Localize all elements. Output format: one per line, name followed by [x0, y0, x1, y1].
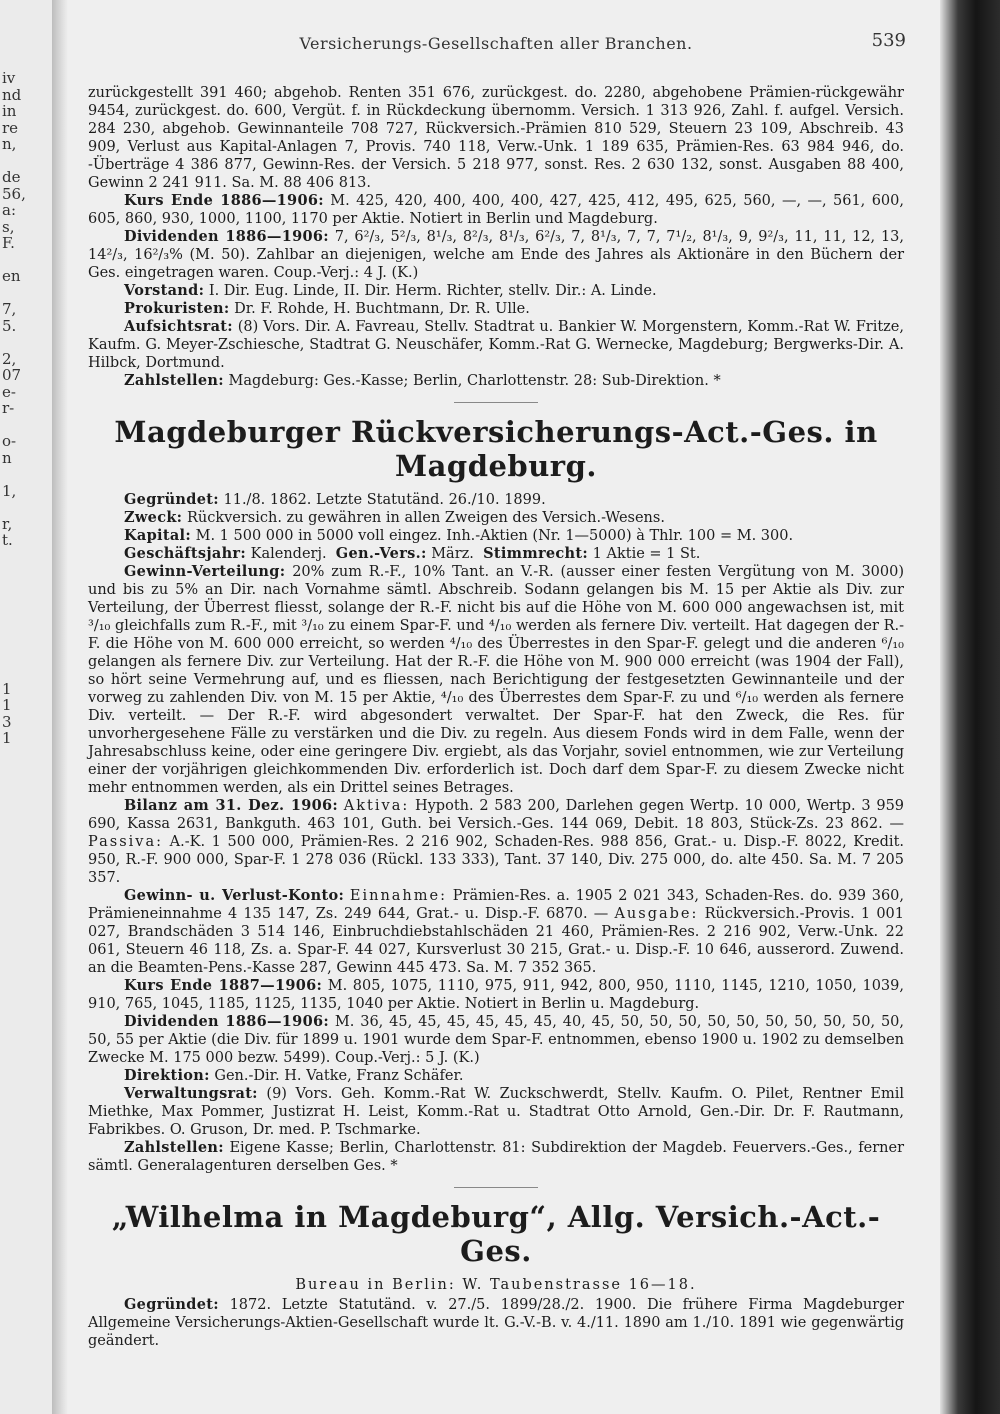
margin-fragment: [2, 664, 46, 681]
aktiva-text: Hypoth. 2 583 200, Darlehen gegen Wertp. 10 000, Wertp. 3 959 690, Kassa 2631, Bankguth. 463 101, Guth. bei Versich.-Ges. 144 069, Debit. 18 803, Stück-Zs. 23 862. —: [88, 798, 905, 832]
zahlstellen-text-magdeburger: Eigene Kasse; Berlin, Charlottenstr. 81: Subdirektion der Magdeb. Feuervers.-Ges., ferner sämtl. Generalagenturen derselben Ges. *: [88, 1140, 904, 1174]
margin-fragment: [2, 565, 46, 582]
dividend-text-magdeburger: M. 36, 45, 45, 45, 45, 45, 45, 40, 45, 50, 50, 50, 50, 50, 50, 50, 50, 50, 50, 50, 55 per Aktie (die Div. für 1899 u. 1901 wurde dem Spar-F. entnommen, ebenso 1900 u. 1902 zu demselben Zwecke M. 175 000 bezw. 5499). Coup.-Verj.: 5 J. (K.): [88, 1014, 905, 1066]
zahlstellen-paragraph-magdeburger: [88, 1139, 904, 1175]
right-book-edge: [940, 0, 1000, 1414]
section-divider: [454, 402, 538, 403]
geschaeftsjahr-label: Geschäftsjahr:: [124, 545, 247, 562]
direktion-label: Direktion:: [124, 1067, 210, 1084]
margin-fragment: r,: [2, 515, 13, 532]
margin-fragment: 3: [2, 713, 12, 730]
gewinnverteilung-text: 20% zum R.-F., 10% Tant. an V.-R. (ausser einer festen Vergütung von M. 3000) und bis zu 5% an Dir. nach Vornahme sämtl. Abschreib. Sodann gelangen bis M. 15 per Aktie als Div. zur Verteilung, der Überrest fliesst, solange der R.-F. nicht bis auf die Höhe von M. 600 000 angewachsen ist, mit ³/₁₀ gleichfalls zum R.-F., mit ³/₁₀ zu einem Spar-F. und ⁴/₁₀ werden als fernere Div. verteilt. Hat dagegen der R.-F. die Höhe von M. 600 000 erreicht, so werden ⁴/₁₀ des Überrestes in den Spar-F. gelegt und die anderen ⁶/₁₀ gelangen als fernere Div. zur Verteilung. Hat der R.-F. die Höhe von M. 900 000 erreicht (was 1904 der Fall), so hört seine Vermehrung auf, und es fliessen, nach Berichtigung der festgesetzten Gewinnanteile und der vorweg zu zahlenden Div. von M. 15 per Aktie, ⁴/₁₀ des Überrestes dem Spar-F. zu und ⁶/₁₀ werden als fernere Div. verteilt. — Der R.-F. wird abgesondert verwaltet. Der Spar-F. hat den Zweck, die Res. für unvorhergesehene Fälle zu verstärken und die Div. zu regeln. Aus diesem Fonds wird in dem Falle, wenn der Jahresabschluss keine, oder eine geringere Div. ergiebt, als das Vorjahr, soviel entnommen, wie zur Verteilung einer der vorjährigen gleichkommenden Div. erforderlich ist. Doch darf dem Spar-F. zu diesem Zwecke nicht mehr entnommen werden, als ein Drittel seines Betrages.: [88, 564, 905, 796]
margin-fragment: n: [2, 449, 12, 466]
gegruendet-label: Gegründet:: [124, 491, 219, 508]
einnahme-text: Prämien-Res. a. 1905 2 021 343, Schaden-Res. do. 939 360, Prämieneinnahme 4 135 147, Zs. 249 644, Grat.- u. Disp.-F. 6870. —: [88, 888, 905, 922]
einnahme-label: Einnahme:: [349, 888, 447, 904]
margin-fragment: iv: [2, 70, 16, 87]
dividend-paragraph-magdeburger: [88, 1013, 904, 1067]
gegruendet-label-wilhelma: Gegründet:: [124, 1296, 219, 1313]
zweck-paragraph: [88, 509, 904, 527]
aufsichtsrat-paragraph: [88, 318, 904, 372]
previous-page-margin-fragments: [2, 70, 46, 747]
kurs-text: M. 425, 420, 400, 400, 400, 427, 425, 412, 495, 625, 560, —, —, 561, 600, 605, 860, 930, 1000, 1100, 1170 per Aktie. Notiert in Berlin und Magdeburg.: [88, 193, 904, 227]
gutter-shadow: [52, 0, 68, 1414]
zweck-label: Zweck:: [124, 509, 183, 526]
gegruendet-text-wilhelma: 1872. Letzte Statutänd. v. 27./5. 1899/28./2. 1900. Die frühere Firma Magdeburger Allgemeine Versicherungs-Aktien-Gesellschaft wurde lt. G.-V.-B. v. 4./11. 1890 am 1./10. 1891 wie gegenwärtig geändert.: [88, 1297, 904, 1349]
genvers-text: März.: [431, 546, 474, 562]
gegruendet-paragraph: [88, 491, 904, 509]
margin-fragment: [2, 631, 46, 648]
dividend-label-magdeburger: Dividenden 1886—1906:: [124, 1013, 330, 1030]
dividend-paragraph: [88, 228, 904, 282]
margin-fragment: [2, 499, 46, 516]
margin-fragment: [2, 334, 46, 351]
prokuristen-paragraph: [88, 300, 904, 318]
zweck-text: Rückversich. zu gewähren in allen Zweigen des Versich.-Wesens.: [186, 510, 665, 526]
kapital-text: M. 1 500 000 in 5000 voll eingez. Inh.-Aktien (Nr. 1—5000) à Thlr. 100 = M. 300.: [195, 528, 794, 544]
gegruendet-text: 11./8. 1862. Letzte Statutänd. 26./10. 1899.: [223, 492, 546, 508]
gegruendet-paragraph-wilhelma: [88, 1296, 904, 1350]
geschaeftsjahr-paragraph: [88, 545, 904, 563]
margin-fragment: 1,: [2, 482, 17, 499]
margin-fragment: 07: [2, 367, 22, 384]
zahlstellen-label-magdeburger: Zahlstellen:: [124, 1139, 224, 1156]
page-content: [88, 84, 904, 1350]
bilanz-label: Bilanz am 31. Dez. 1906:: [124, 797, 339, 814]
prokuristen-text: Dr. F. Rohde, H. Buchtmann, Dr. R. Ulle.: [234, 301, 530, 317]
margin-fragment: 5.: [2, 317, 17, 334]
bilanz-paragraph: [88, 797, 904, 887]
prokuristen-label: Prokuristen:: [124, 300, 230, 317]
gewinnverteilung-label: Gewinn-Verteilung:: [124, 563, 286, 580]
aufsichtsrat-label: Aufsichtsrat:: [124, 318, 233, 335]
margin-fragment: s,: [2, 218, 15, 235]
margin-fragment: 1: [2, 680, 12, 697]
margin-fragment: t.: [2, 532, 13, 549]
page-number: 539: [871, 30, 906, 51]
verwaltungsrat-paragraph: [88, 1085, 904, 1139]
zahlstellen-text: Magdeburg: Ges.-Kasse; Berlin, Charlottenstr. 28: Sub-Direktion. *: [228, 373, 721, 389]
margin-fragment: F.: [2, 235, 15, 252]
dividend-text: 7, 6²/₃, 5²/₃, 8¹/₃, 8²/₃, 8¹/₃, 6²/₃, 7, 8¹/₃, 7, 7, 7¹/₂, 8¹/₃, 9, 9²/₃, 11, 11, 12, 13, 14²/₃, 16²/₃% (M. 50). Zahlbar an diejenigen, welche am Ende des Jahres als Aktionäre in den Büchern der Ges. eingetragen waren. Coup.-Verj.: 4 J. (K.): [88, 229, 905, 281]
zahlstellen-paragraph: [88, 372, 904, 390]
margin-fragment: [2, 648, 46, 665]
guv-paragraph: [88, 887, 904, 977]
margin-fragment: [2, 285, 46, 302]
ausgabe-text: Rückversich.-Provis. 1 001 027, Brandschäden 3 514 146, Einbruchdiebstahlschäden 21 460, Prämien-Res. 2 216 902, Verw.-Unk. 22 061, Steuern 46 118, Zs. a. Spar-F. 44 027, Kursverlust 30 215, Grat.- u. Disp.-F. 10 646, ausserord. Zuwend. an die Beamten-Pens.-Kasse 287, Gewinn 445 473. Sa. M. 7 352 365.: [88, 906, 905, 976]
continued-entry-text: zurückgestellt 391 460; abgehob. Renten 351 676, zurückgest. do. 2280, abgehobene Prämien-rückgewähr 9454, zurückgest. do. 600, Vergüt. f. in Rückdeckung übernomm. Versich. 1 313 926, Zahl. f. aufgel. Versich. 284 230, abgehob. Gewinnanteile 708 727, Rückversich.-Prämien 810 529, Steuern 23 109, Abschreib. 43 909, Verlust aus Kapital-Anlagen 7, Provis. 740 118, Verw.-Unk. 1 189 635, Prämien-Res. 63 984 946, do. -Überträge 4 386 877, Gewinn-Res. der Versich. 5 218 977, sonst. Res. 2 630 132, sonst. Ausgaben 88 400, Gewinn 2 241 911. Sa. M. 88 406 813.: [88, 85, 904, 191]
margin-fragment: 56,: [2, 185, 26, 202]
zahlstellen-label: Zahlstellen:: [124, 372, 224, 389]
page-header: [86, 30, 906, 60]
genvers-label: Gen.-Vers.:: [335, 545, 427, 562]
margin-fragment: [2, 252, 46, 269]
passiva-text: A.-K. 1 500 000, Prämien-Res. 2 216 902, Schaden-Res. 988 856, Grat.- u. Disp.-F. 8022, Kredit. 950, R.-F. 900 000, Spar-F. 1 278 036 (Rückl. 133 333), Tant. 37 140, Div. 275 000, do. alte 450. Sa. M. 7 205 357.: [88, 834, 904, 886]
kapital-label: Kapital:: [124, 527, 191, 544]
company-title-magdeburger: Magdeburger Rückversicherungs-Act.-Ges. in Magdeburg.: [114, 415, 878, 483]
margin-fragment: nd: [2, 86, 22, 103]
verwaltungsrat-label: Verwaltungsrat:: [124, 1085, 258, 1102]
aktiva-label: Aktiva:: [343, 798, 410, 814]
ausgabe-label: Ausgabe:: [614, 906, 699, 922]
margin-fragment: re: [2, 119, 19, 136]
margin-fragment: [2, 549, 46, 566]
margin-fragment: [2, 417, 46, 434]
stimmrecht-text: 1 Aktie = 1 St.: [592, 546, 701, 562]
verwaltungsrat-text: (9) Vors. Geh. Komm.-Rat W. Zuckschwerdt, Stellv. Kaufm. O. Pilet, Rentner Emil Miethke, Max Pommer, Justizrat H. Leist, Komm.-Rat u. Stadtrat Otto Arnold, Gen.-Dir. Dr. F. Rautmann, Fabrikbes. O. Gruson, Dr. med. P. Tschmarke.: [88, 1086, 904, 1138]
margin-fragment: [2, 466, 46, 483]
kapital-paragraph: [88, 527, 904, 545]
vorstand-text: I. Dir. Eug. Linde, II. Dir. Herm. Richter, stellv. Dir.: A. Linde.: [208, 283, 657, 299]
bureau-address: Bureau in Berlin: W. Taubenstrasse 16—18.: [295, 1277, 697, 1293]
margin-fragment: de: [2, 169, 21, 186]
margin-fragment: [2, 582, 46, 599]
margin-fragment: 7,: [2, 301, 17, 318]
margin-fragment: r-: [2, 400, 15, 417]
margin-fragment: 1: [2, 730, 12, 747]
kurs-text-magdeburger: M. 805, 1075, 1110, 975, 911, 942, 800, 950, 1110, 1145, 1210, 1050, 1039, 910, 765, 1045, 1185, 1125, 1135, 1040 per Aktie. Notiert in Berlin u. Magdeburg.: [88, 978, 904, 1012]
margin-fragment: a:: [2, 202, 16, 219]
margin-fragment: n,: [2, 136, 17, 153]
margin-fragment: [2, 615, 46, 632]
margin-fragment: 1: [2, 697, 12, 714]
margin-fragment: 2,: [2, 350, 17, 367]
direktion-paragraph: [88, 1067, 904, 1085]
kurs-paragraph: [88, 192, 904, 228]
margin-fragment: o-: [2, 433, 17, 450]
geschaeftsjahr-text: Kalenderj.: [250, 546, 327, 562]
guv-label: Gewinn- u. Verlust-Konto:: [124, 887, 345, 904]
company-title-wilhelma: „Wilhelma in Magdeburg“, Allg. Versich.-Act.-Ges.: [111, 1200, 881, 1268]
margin-fragment: in: [2, 103, 17, 120]
vorstand-paragraph: [88, 282, 904, 300]
margin-fragment: e-: [2, 383, 16, 400]
vorstand-label: Vorstand:: [124, 282, 205, 299]
kurs-label-magdeburger: Kurs Ende 1887—1906:: [124, 977, 323, 994]
margin-fragment: [2, 598, 46, 615]
margin-fragment: en: [2, 268, 21, 285]
passiva-label: Passiva:: [88, 834, 163, 850]
gewinnverteilung-paragraph: [88, 563, 904, 797]
stimmrecht-label: Stimmrecht:: [483, 545, 589, 562]
kurs-paragraph-magdeburger: [88, 977, 904, 1013]
aufsichtsrat-text: (8) Vors. Dir. A. Favreau, Stellv. Stadtrat u. Bankier W. Morgenstern, Komm.-Rat W. Fritze, Kaufm. G. Meyer-Zschiesche, Stadtrat G. Neuschäfer, Komm.-Rat G. Wernecke, Magdeburg; Bergwerks-Dir. A. Hilbck, Dortmund.: [88, 319, 904, 371]
margin-fragment: [2, 153, 46, 170]
kurs-label: Kurs Ende 1886—1906:: [124, 192, 324, 209]
section-divider-2: [454, 1187, 538, 1188]
running-head: Versicherungs-Gesellschaften aller Branchen.: [299, 34, 693, 53]
direktion-text: Gen.-Dir. H. Vatke, Franz Schäfer.: [214, 1068, 464, 1084]
dividend-label: Dividenden 1886—1906:: [124, 228, 329, 245]
